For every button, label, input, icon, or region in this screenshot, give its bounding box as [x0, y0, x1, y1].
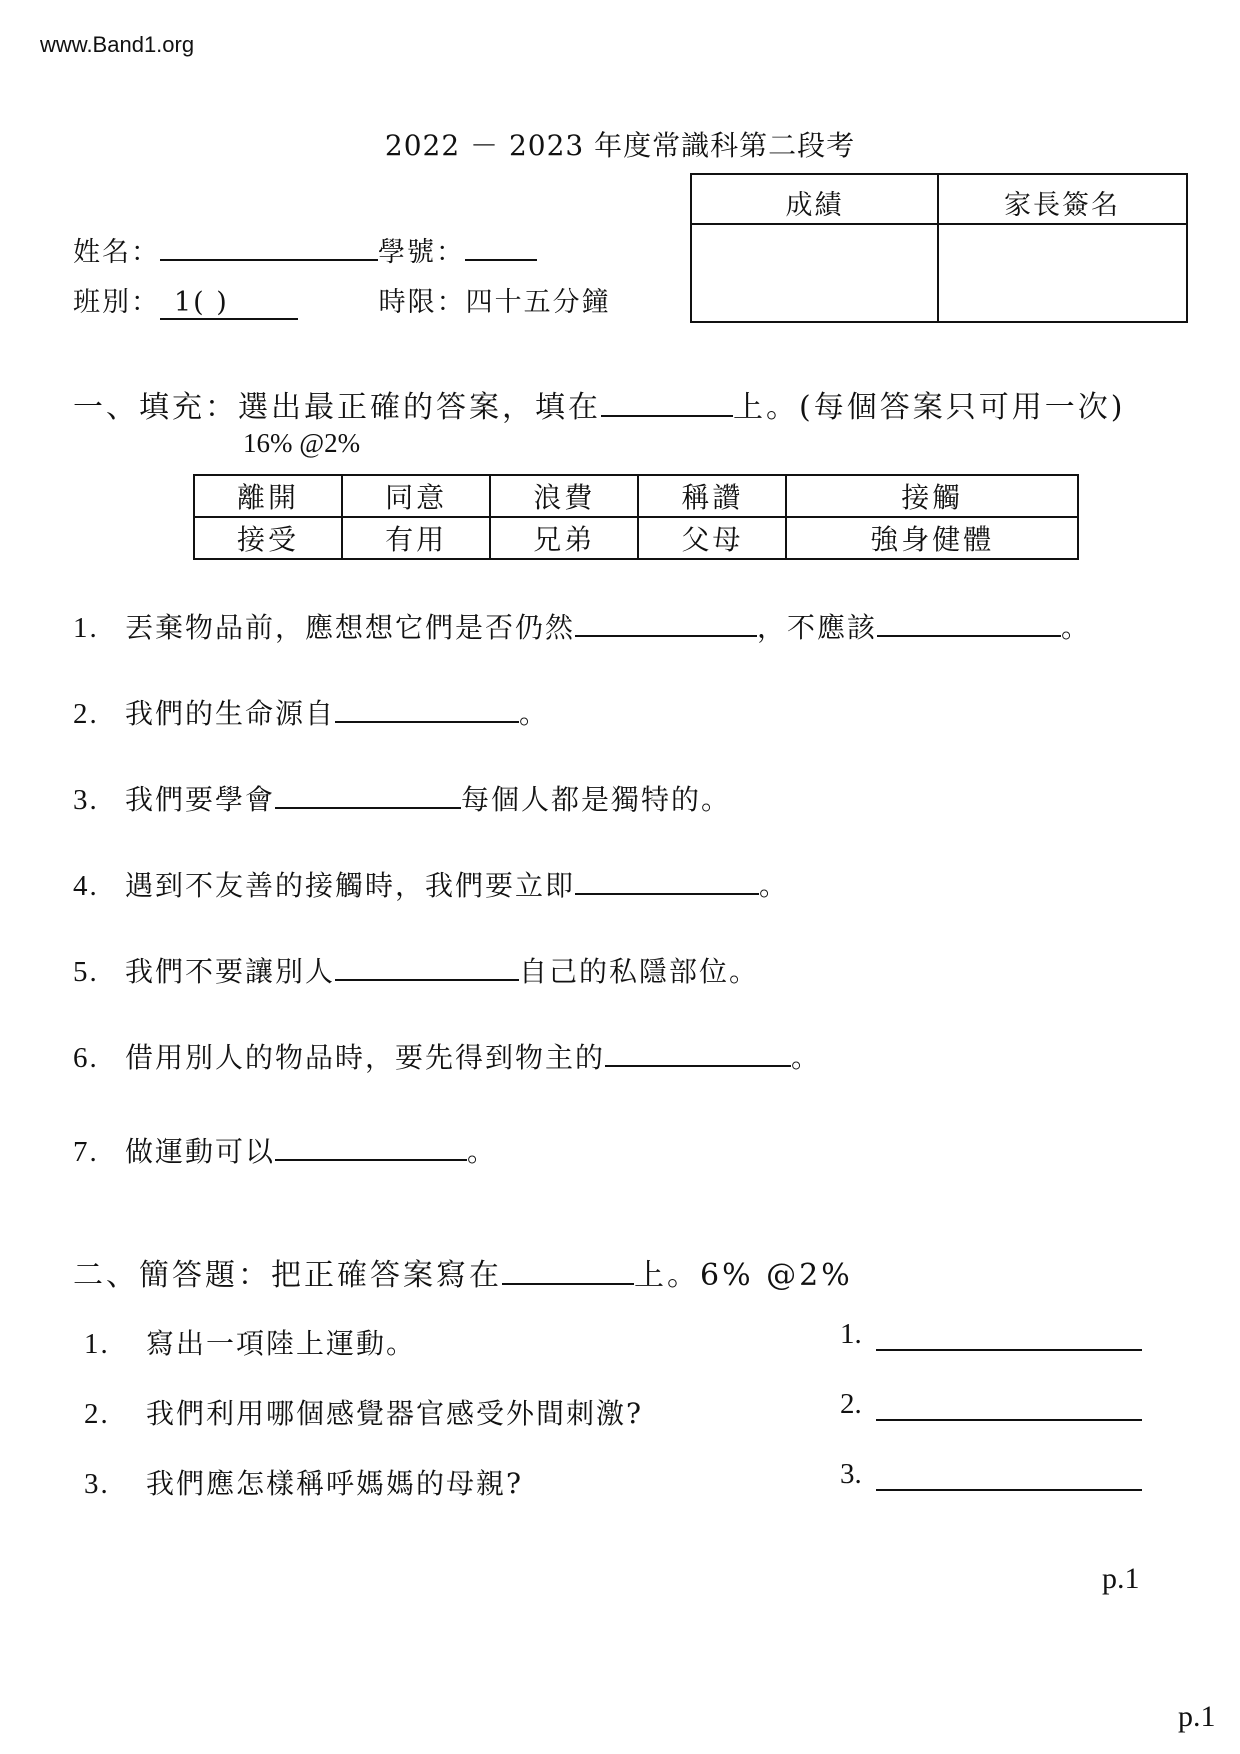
- section1-marks: 16% @2%: [243, 428, 361, 458]
- question-number: 2.: [73, 698, 99, 730]
- class-row: [73, 280, 611, 320]
- short-question-1: 1. 寫出一項陸上運動。: [84, 1327, 417, 1360]
- word-bank-table: [193, 474, 1079, 560]
- parent-signature-header: 家長簽名: [1004, 190, 1120, 221]
- word-bank-cell: 接受: [194, 517, 342, 559]
- class-label: 班別：: [73, 287, 160, 318]
- question-number: 7.: [73, 1136, 99, 1168]
- score-header: 成績: [785, 190, 844, 221]
- question-number: 5.: [73, 956, 99, 988]
- student-no-label: 學號：: [378, 237, 465, 268]
- word-bank-cell: 稱讚: [638, 475, 786, 517]
- name-label: 姓名：: [73, 237, 160, 268]
- question-6: 6. 借用別人的物品時，要先得到物主的 。: [73, 1041, 822, 1074]
- word-bank-cell: 強身健體: [786, 517, 1078, 559]
- student-no-blank[interactable]: [465, 233, 537, 261]
- question-7: 7. 做運動可以 。: [73, 1135, 498, 1168]
- answer-blank[interactable]: [877, 611, 1061, 637]
- answer-blank[interactable]: [275, 783, 461, 809]
- time-limit: 時限：四十五分鐘: [378, 287, 611, 318]
- answer-label-1: 1.: [840, 1318, 862, 1350]
- short-question-2: 2. 我們利用哪個感覺器官感受外間刺激?: [84, 1397, 644, 1430]
- question-number: 4.: [73, 870, 99, 902]
- question-number: 1.: [84, 1328, 110, 1360]
- word-bank-cell: 兄弟: [490, 517, 638, 559]
- signature-cell[interactable]: [939, 225, 1186, 321]
- answer-label-2: 2.: [840, 1388, 862, 1420]
- answer-blank[interactable]: [605, 1041, 791, 1067]
- question-5: 5. 我們不要讓別人 自己的私隱部位。: [73, 955, 760, 988]
- section2-heading: 二、簡答題：把正確答案寫在 上。6% @2%: [73, 1258, 853, 1293]
- name-blank[interactable]: [160, 233, 378, 261]
- answer-blank[interactable]: [275, 1135, 467, 1161]
- answer-blank[interactable]: [575, 611, 757, 637]
- answer-blank[interactable]: [335, 955, 519, 981]
- word-bank-row: [194, 517, 1078, 559]
- question-2: 2. 我們的生命源自 。: [73, 697, 550, 730]
- question-number: 6.: [73, 1042, 99, 1074]
- word-bank-cell: 同意: [342, 475, 490, 517]
- question-number: 2.: [84, 1398, 110, 1430]
- answer-blank[interactable]: [575, 869, 759, 895]
- question-3: 3. 我們要學會 每個人都是獨特的。: [73, 783, 732, 816]
- question-number: 1.: [73, 612, 99, 644]
- score-box: [690, 173, 1188, 323]
- word-bank-cell: 有用: [342, 517, 490, 559]
- name-row: [73, 230, 537, 269]
- exam-title: 2022 － 2023 年度常識科第二段考: [384, 129, 856, 162]
- class-value[interactable]: 1( ): [160, 287, 298, 320]
- answer-blank[interactable]: [335, 697, 519, 723]
- question-number: 3.: [73, 784, 99, 816]
- page-number-outer: p.1: [1178, 1700, 1216, 1733]
- short-answer-line-3[interactable]: [876, 1489, 1142, 1491]
- question-number: 3.: [84, 1468, 110, 1500]
- answer-label-3: 3.: [840, 1458, 862, 1490]
- short-question-3: 3. 我們應怎樣稱呼媽媽的母親?: [84, 1467, 524, 1500]
- word-bank-cell: 浪費: [490, 475, 638, 517]
- short-answer-line-1[interactable]: [876, 1349, 1142, 1351]
- question-4: 4. 遇到不友善的接觸時，我們要立即 。: [73, 869, 790, 902]
- section1-heading: 一、填充：選出最正確的答案，填在 上。(每個答案只可用一次): [73, 390, 1126, 425]
- short-answer-line-2[interactable]: [876, 1419, 1142, 1421]
- word-bank-row: [194, 475, 1078, 517]
- word-bank-cell: 父母: [638, 517, 786, 559]
- page-number-inner: p.1: [1102, 1562, 1140, 1595]
- word-bank-cell: 接觸: [786, 475, 1078, 517]
- site-url[interactable]: www.Band1.org: [40, 32, 195, 57]
- question-1: 1. 丟棄物品前，應想想它們是否仍然 ，不應該 。: [73, 611, 1092, 644]
- score-cell[interactable]: [692, 225, 935, 321]
- word-bank-cell: 離開: [194, 475, 342, 517]
